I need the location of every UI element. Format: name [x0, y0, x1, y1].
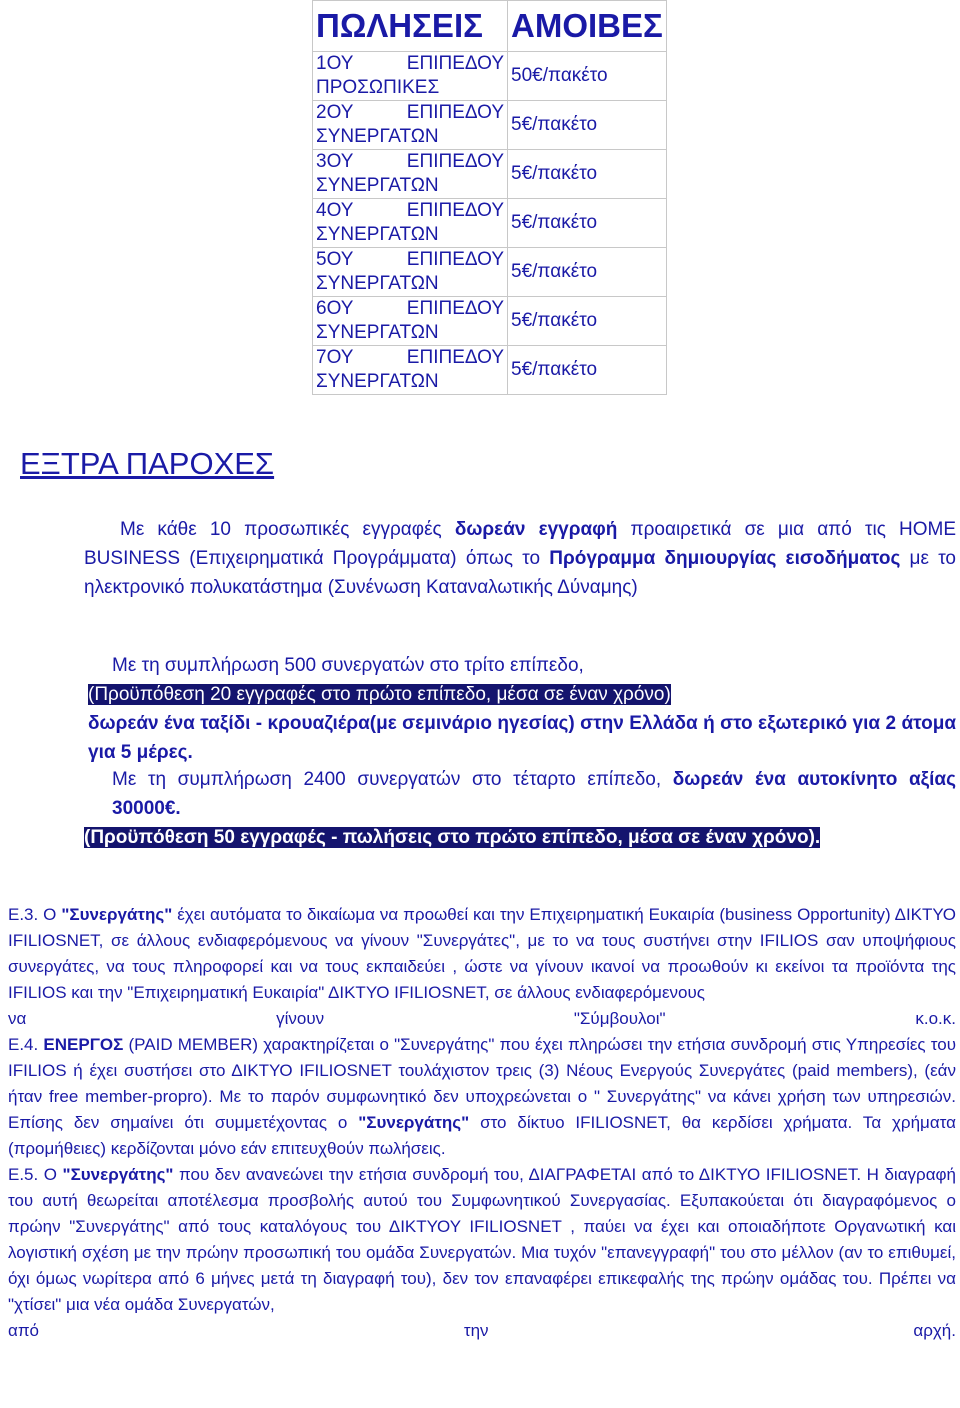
table-row: [313, 199, 667, 248]
p2-condition-highlight: (Προϋπόθεση 20 εγγραφές στο πρώτο επίπεδο, μέσα σε έναν χρόνο): [88, 684, 671, 705]
terms-section: [8, 902, 956, 1344]
term-e4: [8, 1032, 956, 1162]
level-word: ΕΠΙΠΕΔΟΥ: [406, 151, 504, 172]
level-cell: [313, 248, 508, 297]
extras-paragraph-1: [84, 515, 956, 602]
table-row: [313, 52, 667, 101]
e3-last-word-4: κ.ο.κ.: [915, 1009, 956, 1028]
level-cell: [313, 199, 508, 248]
level-type: ΠΡΟΣΩΠΙΚΕΣ: [316, 77, 440, 98]
fee-cell: 5€/πακέτο: [508, 150, 667, 199]
level-type: ΣΥΝΕΡΓΑΤΩΝ: [316, 371, 439, 392]
commission-table: [312, 0, 667, 395]
level-type: ΣΥΝΕΡΓΑΤΩΝ: [316, 175, 439, 196]
p1-free-registration: δωρεάν εγγραφή: [454, 519, 618, 540]
e5-last-word-1: από: [8, 1321, 40, 1340]
p1-text-a: Με κάθε 10 προσωπικές εγγραφές: [120, 519, 455, 540]
e5-text-c: που δεν ανανεώνει την ετήσια συνδρομή του, ΔΙΑΓΡΑΦΕΤΑΙ από το ΔΙΚΤΥΟ IFILIOSNET. Η διαγραφή του αυτή θεωρείται αποτέλεσμα προσβολής αυτού του Συμφωνητικού Συνεργασίας. Εξυπακούεται ότι διαγραφόμενος ο πρώην "Συνεργάτης" από τους καταλόγους του ΔΙΚΤΥΟΥ IFILIOSNET , παύει να έχει και οποιαδήποτε Οργανωτική και λογιστική σχέση με την πρώην προσωπική του ομάδα Συνεργατών. Μια τυχόν "επανεγγραφή" του στο μέλλον (αν το επιθυμεί, όχι όμως νωρίτερα από 6 μήνες μετά τη διαγραφή του), δεν τον επαναφέρει επικεφαλής της πρώην ομάδας του. Πρέπει να "χτίσει" μια νέα ομάδα Συνεργατών,: [8, 1165, 957, 1314]
e5-last-word-2: την: [463, 1321, 489, 1340]
e3-last-word-1: να: [8, 1009, 27, 1028]
table-header-row: [313, 1, 667, 52]
table-row: [313, 248, 667, 297]
e5-last-word-3: αρχή.: [913, 1321, 956, 1340]
p1-text-e: με το ηλεκτρονικό πολυκατάστημα (Συνένωση Καταναλωτικής Δύναμης): [84, 548, 956, 598]
p3-text-a: Με τη συμπλήρωση 2400 συνεργατών στο τέταρτο επίπεδο,: [112, 769, 673, 790]
fee-cell: 5€/πακέτο: [508, 101, 667, 150]
level-word: ΕΠΙΠΕΔΟΥ: [406, 102, 504, 123]
e3-text-a: Ε.3. Ο: [8, 905, 62, 924]
level-word: ΕΠΙΠΕΔΟΥ: [406, 298, 504, 319]
level-number: 6ΟΥ: [316, 298, 354, 319]
extras-title: ΕΞΤΡΑ ΠΑΡΟΧΕΣ: [20, 446, 275, 481]
p2-trip-reward: δωρεάν ένα ταξίδι - κρουαζιέρα(με σεμινάριο ηγεσίας) στην Ελλάδα ή στο εξωτερικό για 2 άτομα για 5 μέρες.: [88, 713, 956, 763]
level-cell: [313, 297, 508, 346]
fee-cell: 5€/πακέτο: [508, 346, 667, 395]
e4-partner: "Συνεργάτης": [358, 1113, 470, 1132]
e4-active: ΕΝΕΡΓΟΣ: [43, 1035, 124, 1054]
level-number: 7ΟΥ: [316, 347, 354, 368]
e3-partner: "Συνεργάτης": [61, 905, 173, 924]
level-type: ΣΥΝΕΡΓΑΤΩΝ: [316, 322, 439, 343]
fee-cell: 5€/πακέτο: [508, 199, 667, 248]
extras-paragraph-3: [84, 765, 956, 852]
p3-car-reward: δωρεάν ένα αυτοκίνητο αξίας 30000€.: [112, 769, 956, 819]
term-e5: [8, 1162, 956, 1344]
fee-cell: 5€/πακέτο: [508, 248, 667, 297]
e5-partner: "Συνεργάτης": [62, 1165, 174, 1184]
e4-text-c: (PAID MEMBER) χαρακτηρίζεται ο "Συνεργάτης" που έχει πληρώσει την ετήσια συνδρομή στις Υπηρεσίες του IFILIOS ή έχει συστήσει στο ΔΙΚΤΥΟ IFILIOSNET τουλάχιστον τρεις (3) Νέους Ενεργούς Συνεργάτες (paid members), (εάν ήταν free member-propro). Με το παρόν συμφωνητικό δεν υποχρεώνεται ο " Συνεργάτης" να κάνει χρήση των υπηρεσιών. Επίσης δεν σημαίνει ότι συμμετέχοντας ο: [8, 1035, 957, 1132]
fee-cell: 50€/πακέτο: [508, 52, 667, 101]
level-type: ΣΥΝΕΡΓΑΤΩΝ: [316, 126, 439, 147]
table-row: [313, 101, 667, 150]
p2-line-1: Με τη συμπλήρωση 500 συνεργατών στο τρίτο επίπεδο,: [112, 655, 584, 676]
e3-text-c: έχει αυτόματα το δικαίωμα να προωθεί και την Επιχειρηματική Ευκαιρία (business Opportunity) ΔΙΚΤΥΟ IFILIOSNET, σε άλλους ενδιαφερόμενους να γίνουν "Συνεργάτες", με το να τους συστήνει στην IFILIOS σαν υποψήφιους συνεργάτες, να τους πληροφορεί και να τους εκπαιδεύει , ώστε να γίνουν ικανοί να προωθούν κι εκείνοι τα προϊόντα της IFILIOS και την "Επιχειρηματική Ευκαιρία" ΔΙΚΤΥΟ IFILIOSNET, σε άλλους ενδιαφερόμενους: [8, 905, 956, 1002]
table-row: [313, 297, 667, 346]
term-e3: [8, 902, 956, 1032]
level-cell: [313, 101, 508, 150]
level-word: ΕΠΙΠΕΔΟΥ: [406, 347, 504, 368]
e3-last-line: [8, 1006, 956, 1032]
level-type: ΣΥΝΕΡΓΑΤΩΝ: [316, 273, 439, 294]
header-fees: ΑΜΟΙΒΕΣ: [508, 1, 667, 52]
level-word: ΕΠΙΠΕΔΟΥ: [406, 249, 504, 270]
e5-last-line: [8, 1318, 956, 1344]
level-cell: [313, 346, 508, 395]
level-number: 3ΟΥ: [316, 151, 354, 172]
p1-income-program: Πρόγραμμα δημιουργίας εισοδήματος: [549, 548, 901, 569]
level-word: ΕΠΙΠΕΔΟΥ: [406, 53, 504, 74]
e4-text-e: στο δίκτυο IFILIOSNET, θα κερδίσει χρήματα. Τα χρήματα (προμήθειες) κερδίζονται μόνο εάν επιτευχθούν πωλήσεις.: [8, 1113, 956, 1158]
table-row: [313, 346, 667, 395]
extras-paragraph-2: [84, 651, 956, 767]
level-number: 4ΟΥ: [316, 200, 354, 221]
level-number: 5ΟΥ: [316, 249, 354, 270]
level-number: 2ΟΥ: [316, 102, 354, 123]
e4-text-a: Ε.4.: [8, 1035, 44, 1054]
level-type: ΣΥΝΕΡΓΑΤΩΝ: [316, 224, 439, 245]
e3-last-word-2: γίνουν: [276, 1009, 325, 1028]
e3-last-word-3: "Σύμβουλοι": [573, 1009, 666, 1028]
p3-condition-highlight: (Προϋπόθεση 50 εγγραφές - πωλήσεις στο πρώτο επίπεδο, μέσα σε έναν χρόνο).: [84, 827, 821, 848]
level-cell: [313, 150, 508, 199]
level-number: 1ΟΥ: [316, 53, 354, 74]
header-sales: ΠΩΛΗΣΕΙΣ: [313, 1, 508, 52]
level-word: ΕΠΙΠΕΔΟΥ: [406, 200, 504, 221]
fee-cell: 5€/πακέτο: [508, 297, 667, 346]
e5-text-a: Ε.5. Ο: [8, 1165, 63, 1184]
table-row: [313, 150, 667, 199]
p1-text-c: προαιρετικά σε μια από τις HOME BUSINESS (Επιχειρηματικά Προγράμματα) όπως το: [84, 519, 957, 569]
level-cell: [313, 52, 508, 101]
